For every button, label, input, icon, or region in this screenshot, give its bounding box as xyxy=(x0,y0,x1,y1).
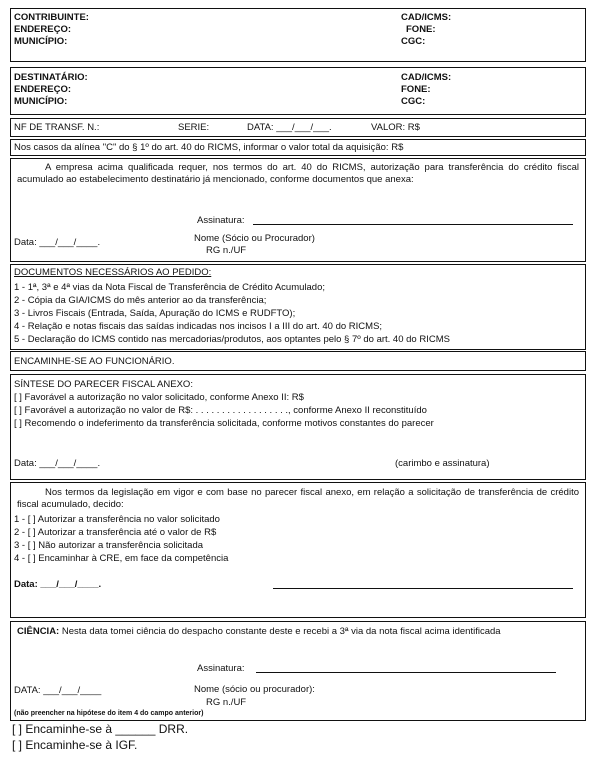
despacho-date-label: Data: ___/___/____. xyxy=(14,579,102,590)
doc-item: 3 - Livros Fiscais (Entrada, Saída, Apuração do ICMS e RUDFTO); xyxy=(14,308,296,319)
nf-number-label: NF DE TRANSF. N.: xyxy=(14,122,100,133)
cad-icms-label: CAD/ICMS: xyxy=(401,12,452,23)
encaminhe-section xyxy=(10,351,586,371)
contribuinte-section xyxy=(10,8,586,62)
request-text: A empresa acima qualificada requer, nos termos do art. 40 do RICMS, autorização para transferência do crédito fiscal acumulado ao estabelecimento destinatário já mencionado, conforme documentos que anexa: xyxy=(17,162,579,185)
ciencia-assinatura-label: Assinatura: xyxy=(197,663,245,674)
request-rg-label: RG n./UF xyxy=(206,245,247,256)
dest-municipio-label: MUNICÍPIO: xyxy=(14,96,68,107)
fone-label: FONE: xyxy=(406,24,436,35)
despacho-signature-line xyxy=(273,588,573,589)
alinea-section xyxy=(10,139,586,156)
nf-section xyxy=(10,118,586,137)
despacho-option: 3 - [ ] Não autorizar a transferência solicitada xyxy=(14,540,204,551)
sintese-section xyxy=(10,374,586,480)
despacho-section xyxy=(10,482,586,618)
encaminhe-igf: [ ] Encaminhe-se à IGF. xyxy=(12,738,138,752)
dest-cgc-label: CGC: xyxy=(401,96,426,107)
sintese-item: [ ] Favorável a autorização no valor de R$: . . . . . . . . . . . . . . . . . ., conforme Anexo II reconstituído xyxy=(14,405,427,416)
ciencia-text: Nesta data tomei ciência do despacho constante deste e recebi a 3ª via da nota fiscal acima identificada xyxy=(61,626,501,637)
despacho-option: 4 - [ ] Encaminhar à CRE, em face da competência xyxy=(14,553,229,564)
ciencia-note: (não preencher na hipótese do item 4 do campo anterior) xyxy=(14,710,204,717)
ciencia-nome-label: Nome (sócio ou procurador): xyxy=(194,684,315,695)
sintese-item: [ ] Recomendo o indeferimento da transferência solicitada, conforme motivos constantes do parecer xyxy=(14,418,434,429)
dest-cad-icms-label: CAD/ICMS: xyxy=(401,72,452,83)
sintese-title: SÍNTESE DO PARECER FISCAL ANEXO: xyxy=(14,379,193,390)
request-date-label: Data: ___/___/____. xyxy=(14,237,101,248)
request-signature-line xyxy=(253,224,573,225)
destinatario-section xyxy=(10,67,586,115)
sintese-date-label: Data: ___/___/____. xyxy=(14,458,101,469)
ciencia-signature-line xyxy=(256,672,556,673)
despacho-option: 2 - [ ] Autorizar a transferência até o valor de R$ xyxy=(14,527,217,538)
cgc-label: CGC: xyxy=(401,36,426,47)
nf-date-label: DATA: ___/___/___. xyxy=(247,122,332,133)
documentos-section xyxy=(10,264,586,350)
municipio-label: MUNICÍPIO: xyxy=(14,36,68,47)
doc-item: 1 - 1ª, 3ª e 4ª vias da Nota Fiscal de Transferência de Crédito Acumulado; xyxy=(14,282,326,293)
request-section xyxy=(10,158,586,262)
dest-endereco-label: ENDEREÇO: xyxy=(14,84,72,95)
ciencia-label: CIÊNCIA: xyxy=(17,626,60,637)
sintese-item: [ ] Favorável a autorização no valor solicitado, conforme Anexo II: R$ xyxy=(14,392,304,403)
request-nome-label: Nome (Sócio ou Procurador) xyxy=(194,233,315,244)
request-assinatura-label: Assinatura: xyxy=(197,215,245,226)
despacho-option: 1 - [ ] Autorizar a transferência no valor solicitado xyxy=(14,514,220,525)
alinea-text: Nos casos da alínea "C" do § 1º do art. 40 do RICMS, informar o valor total da aquisição: R$ xyxy=(14,142,404,153)
endereco-label: ENDEREÇO: xyxy=(14,24,72,35)
ciencia-section xyxy=(10,621,586,721)
valor-label: VALOR: R$ xyxy=(371,122,420,133)
contribuinte-label: CONTRIBUINTE: xyxy=(14,12,89,23)
destinatario-label: DESTINATÁRIO: xyxy=(14,72,88,83)
doc-item: 5 - Declaração do ICMS contido nas mercadorias/produtos, aos optantes pelo § 7º do art. 40 do RICMS xyxy=(14,334,450,345)
despacho-text: Nos termos da legislação em vigor e com base no parecer fiscal anexo, em relação a solicitação de transferência de crédito fiscal acumulado, decido: xyxy=(17,487,579,510)
doc-item: 2 - Cópia da GIA/ICMS do mês anterior ao da transferência; xyxy=(14,295,267,306)
doc-item: 4 - Relação e notas fiscais das saídas indicadas nos incisos I a III do art. 40 do RICMS; xyxy=(14,321,383,332)
serie-label: SERIE: xyxy=(178,122,210,133)
dest-fone-label: FONE: xyxy=(401,84,431,95)
carimbo-label: (carimbo e assinatura) xyxy=(395,458,490,469)
documentos-title: DOCUMENTOS NECESSÁRIOS AO PEDIDO: xyxy=(14,267,212,278)
encaminhe-drr: [ ] Encaminhe-se à ______ DRR. xyxy=(12,722,189,736)
ciencia-date-label: DATA: ___/___/____ xyxy=(14,685,102,696)
encaminhe-text: ENCAMINHE-SE AO FUNCIONÁRIO. xyxy=(14,356,175,367)
ciencia-paragraph xyxy=(17,626,579,638)
ciencia-rg-label: RG n./UF xyxy=(206,697,247,708)
